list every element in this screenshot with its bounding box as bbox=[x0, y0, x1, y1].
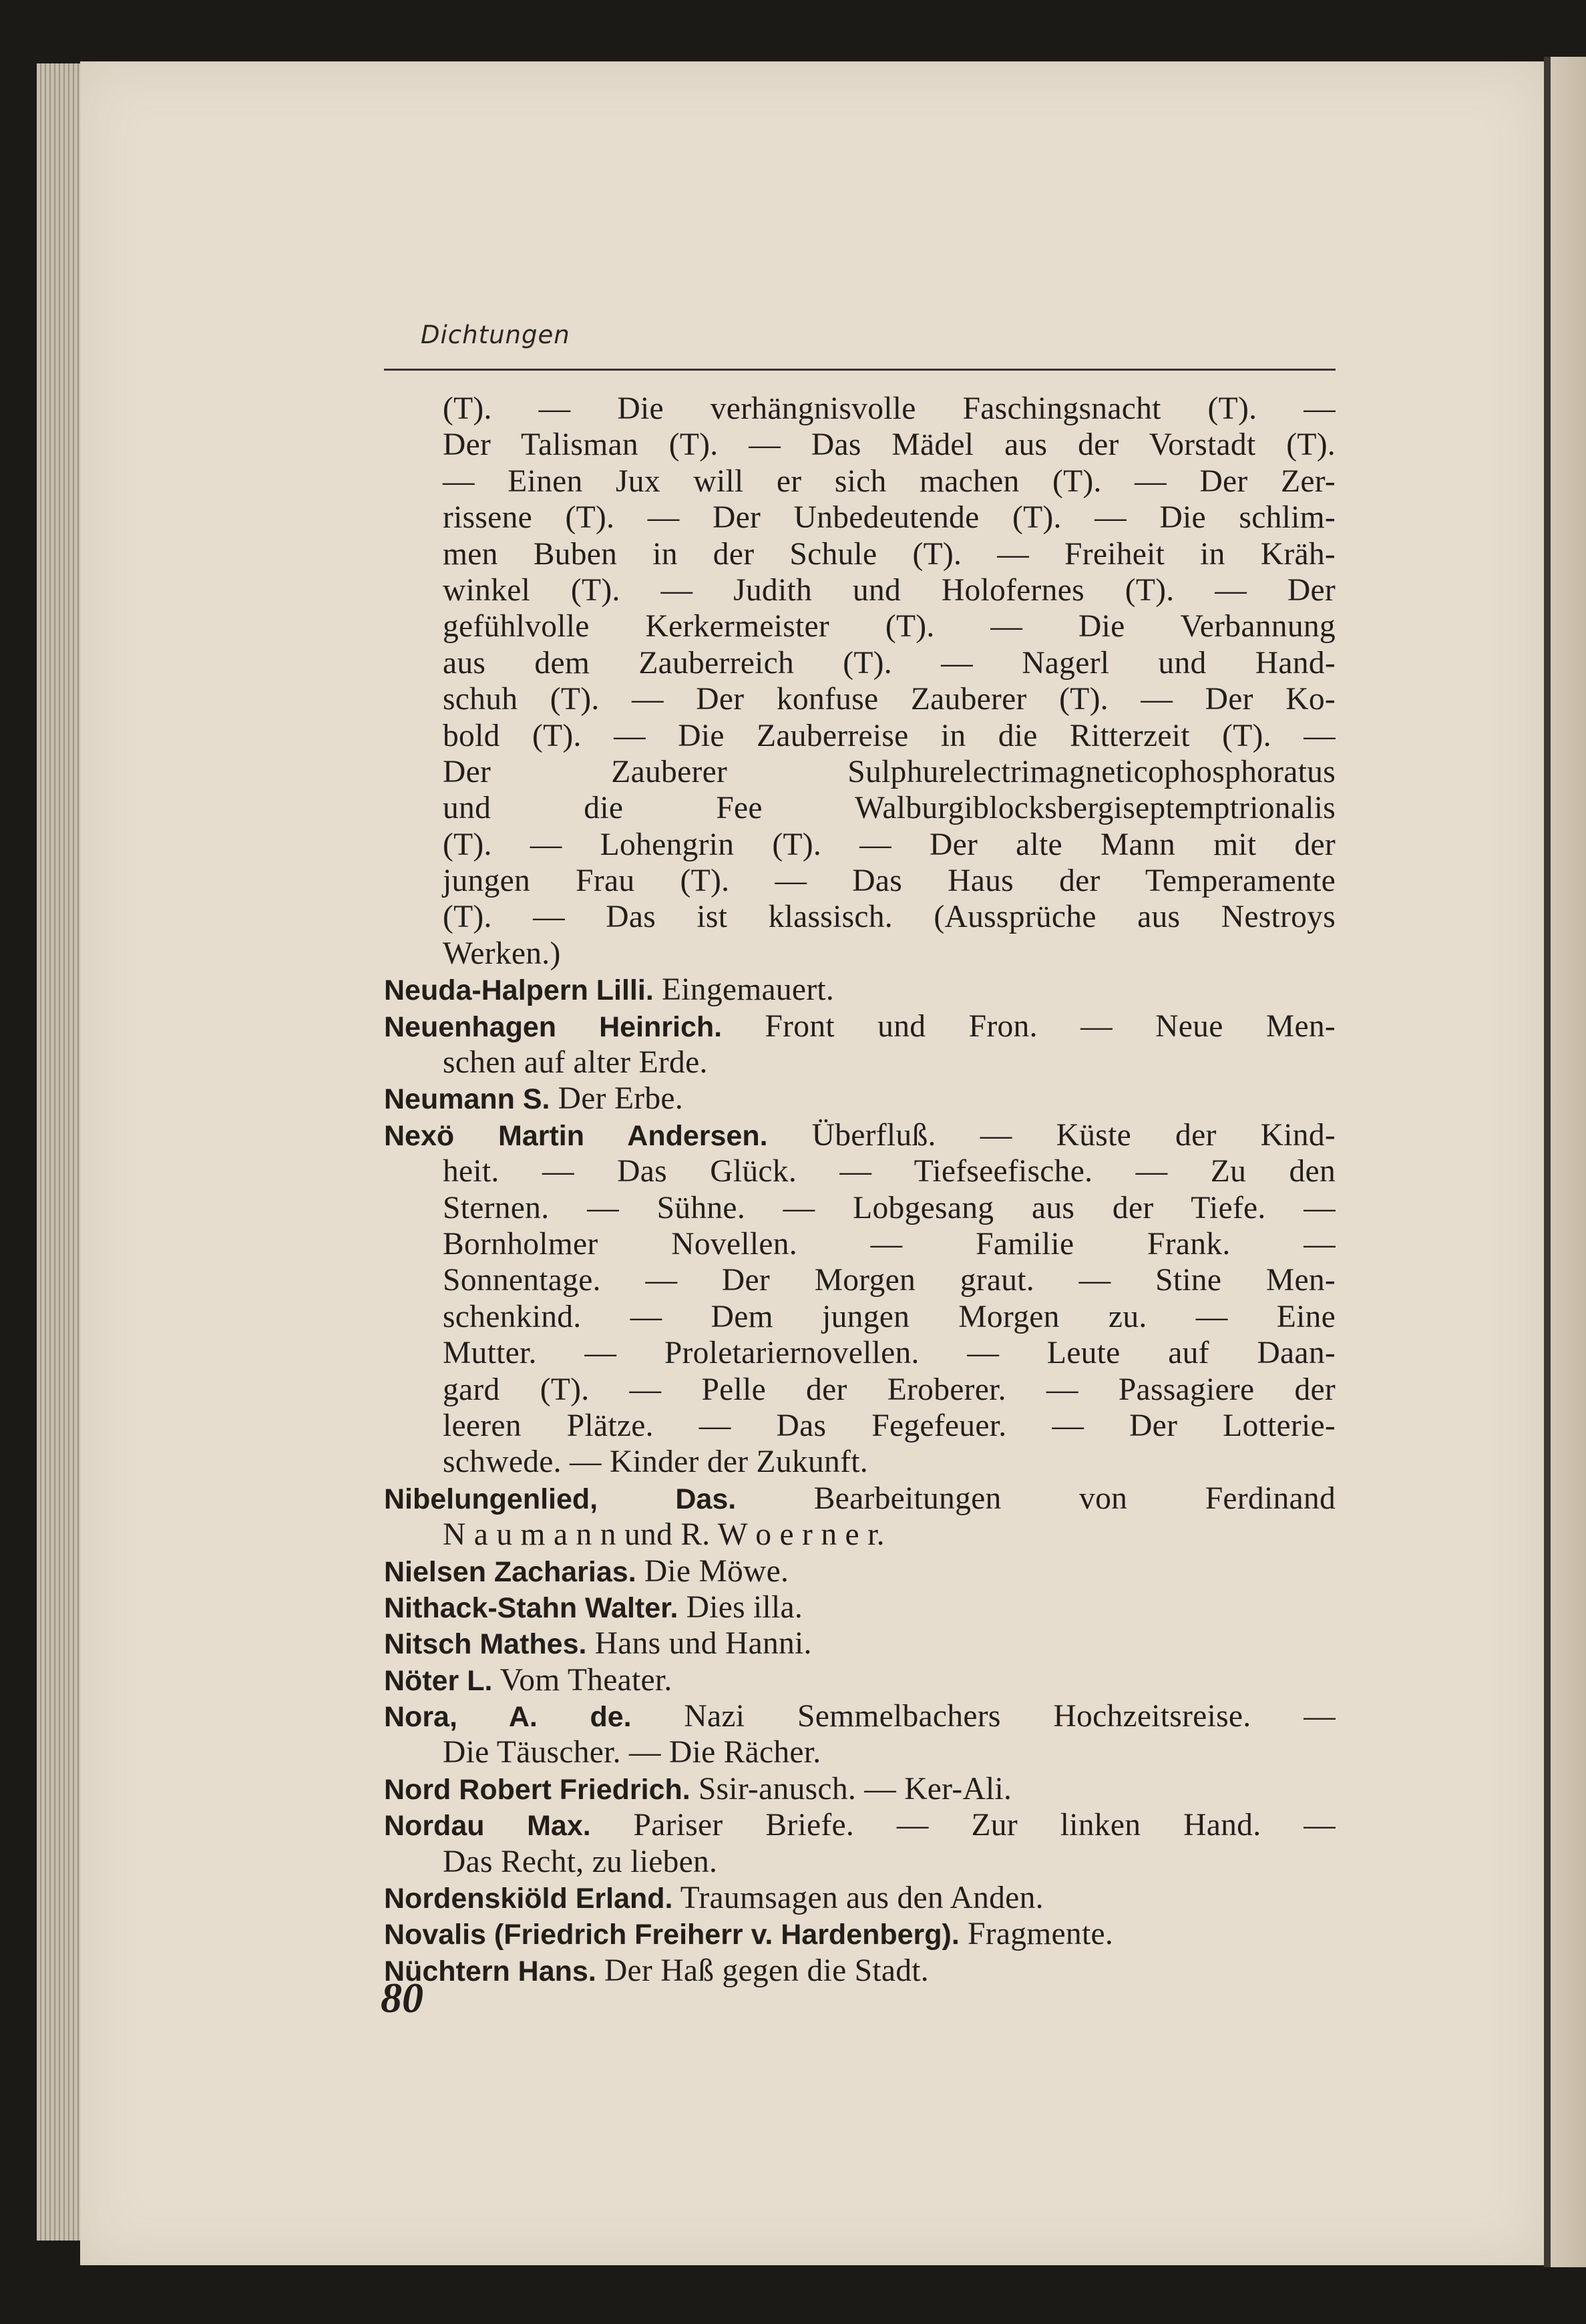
text-line: N a u m a n n und R. W o e r n e r. bbox=[443, 1517, 885, 1553]
entry-author: Novalis (Friedrich Freiherr v. Hardenberg). bbox=[384, 1919, 960, 1951]
entry-line: Neuda-Halpern Lilli. Eingemauert. bbox=[384, 972, 835, 1008]
entry-author: Neuenhagen Heinrich. bbox=[384, 1010, 723, 1043]
text-line: rissene (T). — Der Unbedeutende (T). — Die schlim- bbox=[443, 500, 1336, 536]
text-line: Der Talisman (T). — Das Mädel aus der Vorstadt (T). bbox=[443, 427, 1336, 463]
entry-author: Nöter L. bbox=[384, 1664, 493, 1697]
facing-page-edge bbox=[1544, 57, 1586, 2267]
text-line: aus dem Zauberreich (T). — Nagerl und Hand- bbox=[443, 645, 1336, 681]
text-line: heit. — Das Glück. — Tiefseefische. — Zu den bbox=[443, 1154, 1336, 1189]
text-line: schen auf alter Erde. bbox=[443, 1045, 708, 1081]
text-line: Sonnentage. — Der Morgen graut. — Stine Men- bbox=[443, 1263, 1336, 1298]
entry-author: Nüchtern Hans. bbox=[384, 1955, 596, 1987]
running-head: Dichtungen bbox=[421, 321, 570, 349]
text-line: Das Recht, zu lieben. bbox=[443, 1844, 718, 1879]
entry-author: Nexö Martin Andersen. bbox=[384, 1119, 768, 1152]
text-line: jungen Frau (T). — Das Haus der Temperamente bbox=[443, 863, 1336, 899]
text-line: men Buben in der Schule (T). — Freiheit in Kräh- bbox=[443, 536, 1336, 572]
text-line: winkel (T). — Judith und Holofernes (T). — Der bbox=[443, 572, 1336, 608]
entry-author: Neuda-Halpern Lilli. bbox=[384, 974, 654, 1007]
entry-line: Nüchtern Hans. Der Haß gegen die Stadt. bbox=[384, 1953, 929, 1988]
text-line: gard (T). — Pelle der Eroberer. — Passagiere der bbox=[443, 1372, 1336, 1407]
entry-line: Nexö Martin Andersen. Überfluß. — Küste der Kind- bbox=[384, 1117, 1336, 1153]
entry-author: Nordau Max. bbox=[384, 1810, 591, 1843]
text-line: leeren Plätze. — Das Fegefeuer. — Der Lotterie- bbox=[443, 1408, 1336, 1443]
entry-line: Nitsch Mathes. Hans und Hanni. bbox=[384, 1626, 812, 1662]
text-line: (T). — Das ist klassisch. (Aussprüche aus Nestroys bbox=[443, 900, 1336, 935]
text-line: gefühlvolle Kerkermeister (T). — Die Verbannung bbox=[443, 609, 1336, 644]
entry-line: Nordau Max. Pariser Briefe. — Zur linken Hand. — bbox=[384, 1808, 1336, 1843]
bibliography-text bbox=[384, 391, 1336, 1989]
text-line: und die Fee Walburgiblocksbergiseptemptrionalis bbox=[443, 791, 1336, 826]
text-line: Werken.) bbox=[443, 936, 561, 971]
entry-line: Nora, A. de. Nazi Semmelbachers Hochzeitsreise. — bbox=[384, 1699, 1336, 1734]
header-rule bbox=[384, 369, 1336, 371]
entry-line: Nielsen Zacharias. Die Möwe. bbox=[384, 1553, 789, 1589]
text-line: Die Täuscher. — Die Rächer. bbox=[443, 1735, 821, 1770]
text-line: (T). — Die verhängnisvolle Faschingsnacht (T). — bbox=[443, 391, 1336, 426]
entry-line: Nord Robert Friedrich. Ssir-anusch. — Ker-Ali. bbox=[384, 1771, 1012, 1806]
entry-author: Nielsen Zacharias. bbox=[384, 1555, 636, 1588]
entry-author: Nithack-Stahn Walter. bbox=[384, 1591, 678, 1624]
entry-author: Neumann S. bbox=[384, 1083, 550, 1116]
text-line: Der Zauberer Sulphurelectrimagneticophosphoratus bbox=[443, 754, 1336, 789]
entry-line: Nithack-Stahn Walter. Dies illa. bbox=[384, 1589, 803, 1625]
entry-line: Nöter L. Vom Theater. bbox=[384, 1662, 672, 1698]
entry-line: Nordenskiöld Erland. Traumsagen aus den Anden. bbox=[384, 1881, 1044, 1916]
text-line: Bornholmer Novellen. — Familie Frank. — bbox=[443, 1226, 1336, 1262]
text-line: schwede. — Kinder der Zukunft. bbox=[443, 1444, 868, 1480]
entry-author: Nora, A. de. bbox=[384, 1701, 632, 1734]
entry-line: Neuenhagen Heinrich. Front und Fron. — Neue Men- bbox=[384, 1008, 1336, 1044]
entry-author: Nitsch Mathes. bbox=[384, 1628, 587, 1661]
entry-line: Nibelungenlied, Das. Bearbeitungen von Ferdinand bbox=[384, 1481, 1336, 1516]
page-number: 80 bbox=[381, 1974, 423, 2021]
text-line: — Einen Jux will er sich machen (T). — Der Zer- bbox=[443, 463, 1336, 499]
text-line: schuh (T). — Der konfuse Zauberer (T). — Der Ko- bbox=[443, 682, 1336, 717]
text-line: schenkind. — Dem jungen Morgen zu. — Eine bbox=[443, 1299, 1336, 1334]
entry-author: Nord Robert Friedrich. bbox=[384, 1773, 690, 1806]
text-line: bold (T). — Die Zauberreise in die Ritterzeit (T). — bbox=[443, 718, 1336, 753]
entry-author: Nibelungenlied, Das. bbox=[384, 1483, 737, 1515]
entry-line: Neumann S. Der Erbe. bbox=[384, 1081, 683, 1117]
entry-author: Nordenskiöld Erland. bbox=[384, 1883, 673, 1915]
text-line: (T). — Lohengrin (T). — Der alte Mann mit der bbox=[443, 827, 1336, 862]
text-line: Sternen. — Sühne. — Lobgesang aus der Tiefe. — bbox=[443, 1190, 1336, 1225]
entry-line: Novalis (Friedrich Freiherr v. Hardenberg). Fragmente. bbox=[384, 1917, 1114, 1952]
text-line: Mutter. — Proletariernovellen. — Leute auf Daan- bbox=[443, 1336, 1336, 1371]
